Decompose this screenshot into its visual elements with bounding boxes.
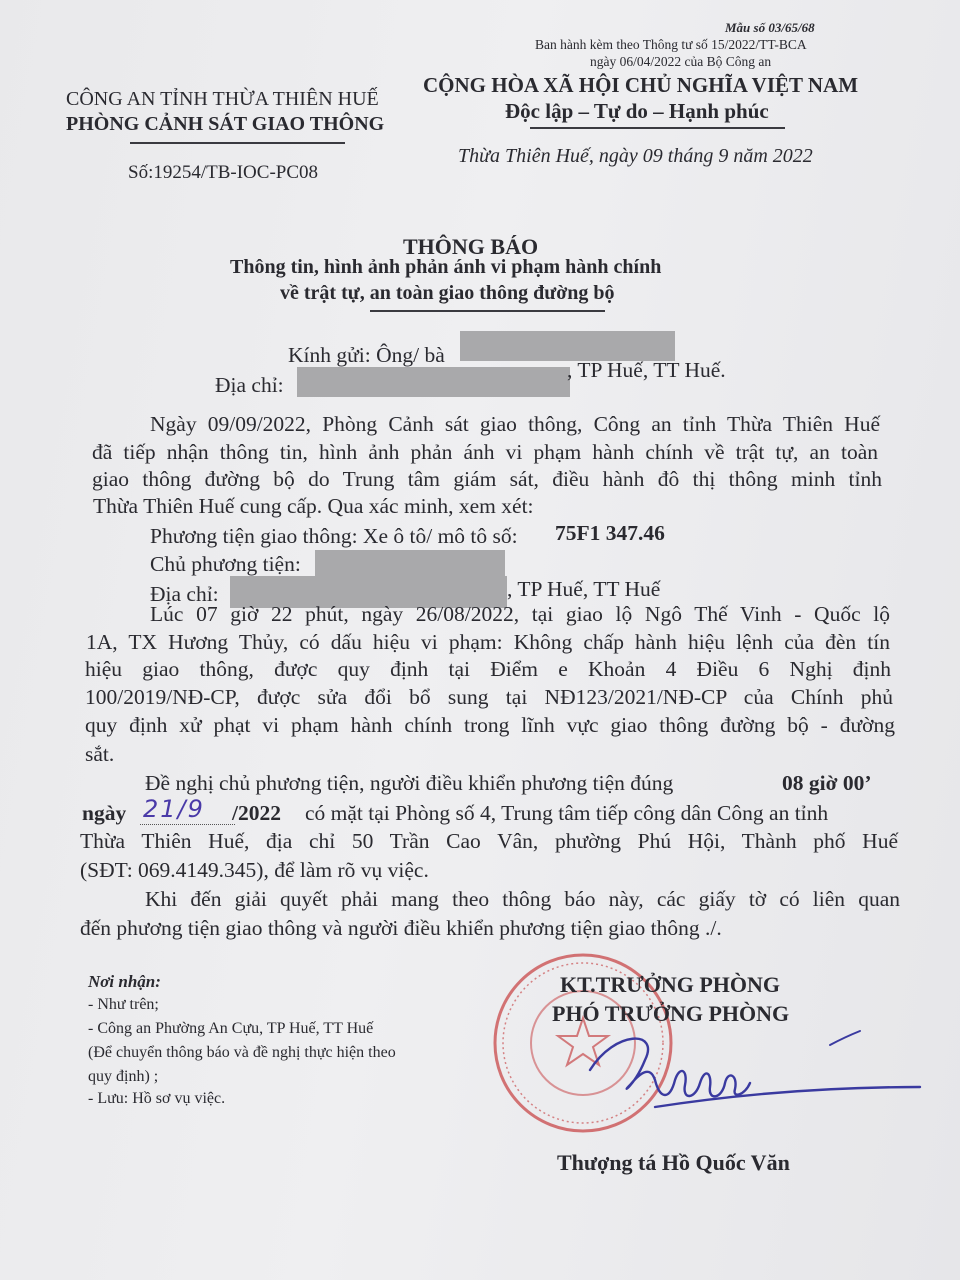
- place-date: Thừa Thiên Huế, ngày 09 tháng 9 năm 2022: [458, 145, 813, 167]
- paragraph-1-line-1: Ngày 09/09/2022, Phòng Cảnh sát giao thông, Công an tỉnh Thừa Thiên Huế: [150, 412, 880, 436]
- recipient-item: - Lưu: Hồ sơ vụ việc.: [88, 1090, 226, 1107]
- paragraph-1-line-3: giao thông đường bộ do Trung tâm giám sát, điều hành đô thị thông minh tỉnh: [92, 467, 882, 491]
- paragraph-3-line-3: Thừa Thiên Huế, địa chỉ 50 Trần Cao Vân, phường Phú Hội, Thành phố Huế: [80, 829, 898, 853]
- agency-underline: [130, 142, 345, 144]
- vehicle-label: Phương tiện giao thông: Xe ô tô/ mô tô số:: [150, 524, 518, 548]
- document-subtitle-2: về trật tự, an toàn giao thông đường bộ: [280, 282, 615, 304]
- redacted-address: [297, 367, 570, 397]
- paragraph-3-line-4: (SĐT: 069.4149.345), để làm rõ vụ việc.: [80, 858, 429, 882]
- paragraph-2-line-6: sắt.: [85, 742, 115, 766]
- paragraph-2-line-3: hiệu giao thông, được quy định tại Điểm e Khoản 4 Điều 6 Nghị định: [85, 657, 891, 681]
- greeting: Kính gửi: Ông/ bà: [288, 343, 445, 367]
- national-motto: Độc lập – Tự do – Hạnh phúc: [505, 99, 769, 123]
- signature-role-1: KT.TRƯỞNG PHÒNG: [560, 972, 780, 997]
- recipient-item: (Để chuyển thông báo và đề nghị thực hiện theo: [88, 1044, 396, 1061]
- national-title: CỘNG HÒA XÃ HỘI CHỦ NGHĨA VIỆT NAM: [423, 73, 859, 97]
- owner-address-suffix: , TP Huế, TT Huế: [507, 577, 661, 601]
- paragraph-2-line-1: Lúc 07 giờ 22 phút, ngày 26/08/2022, tại giao lộ Ngô Thế Vinh - Quốc lộ: [150, 602, 890, 626]
- paragraph-2-line-2: 1A, TX Hương Thủy, có dấu hiệu vi phạm: Không chấp hành hiệu lệnh của đèn tín: [86, 630, 890, 654]
- paragraph-4-line-1: Khi đến giải quyết phải mang theo thông báo này, các giấy tờ có liên quan: [145, 887, 900, 911]
- recipient-item: - Như trên;: [88, 996, 159, 1013]
- appointment-year: /2022: [232, 801, 281, 825]
- signature-role-2: PHÓ TRƯỞNG PHÒNG: [552, 1001, 790, 1026]
- plate-number: 75F1 347.46: [555, 521, 665, 545]
- handwritten-date: 21/9: [143, 795, 205, 823]
- title-underline: [370, 310, 605, 312]
- paragraph-3-day-label: ngày: [82, 801, 127, 825]
- form-issued-with: Ban hành kèm theo Thông tư số 15/2022/TT-BCA: [535, 37, 807, 52]
- document-subtitle-1: Thông tin, hình ảnh phản ánh vi phạm hành chính: [230, 256, 662, 278]
- recipient-item: - Công an Phường An Cựu, TP Huế, TT Huế: [88, 1020, 374, 1037]
- paragraph-4-line-2: đến phương tiện giao thông và người điều khiển phương tiện giao thông ./.: [80, 916, 722, 940]
- paragraph-3-line-1a: Đề nghị chủ phương tiện, người điều khiển phương tiện đúng: [145, 771, 674, 795]
- paragraph-1-line-2: đã tiếp nhận thông tin, hình ảnh phản ánh vi phạm hành chính về trật tự, an toàn: [92, 440, 878, 464]
- owner-label: Chủ phương tiện:: [150, 552, 301, 576]
- paragraph-3-line-2c: có mặt tại Phòng số 4, Trung tâm tiếp công dân Công an tỉnh: [305, 801, 829, 825]
- recipient-item: quy định) ;: [88, 1068, 159, 1085]
- recipients-title: Nơi nhận:: [88, 972, 161, 991]
- signer-name: Thượng tá Hồ Quốc Văn: [557, 1150, 790, 1175]
- motto-underline: [530, 127, 785, 129]
- owner-address-label: Địa chỉ:: [150, 582, 219, 606]
- form-code: Mẫu số 03/65/68: [725, 20, 815, 35]
- signature-icon: [560, 1025, 925, 1125]
- address-label: Địa chỉ:: [215, 373, 284, 397]
- agency-line2: PHÒNG CẢNH SÁT GIAO THÔNG: [66, 113, 385, 135]
- document-title: THÔNG BÁO: [403, 234, 539, 259]
- form-issued-date: ngày 06/04/2022 của Bộ Công an: [590, 54, 772, 69]
- paragraph-2-line-4: 100/2019/NĐ-CP, được sửa đổi bổ sung tại NĐ123/2021/NĐ-CP của Chính phủ: [85, 685, 893, 709]
- date-dotted-line: [140, 824, 235, 825]
- paragraph-2-line-5: quy định xử phạt vi phạm hành chính trong lĩnh vực giao thông đường bộ - đường: [85, 713, 895, 737]
- appointment-time: 08 giờ 00’: [782, 771, 872, 795]
- paragraph-1-line-4: Thừa Thiên Huế cung cấp. Qua xác minh, xem xét:: [93, 494, 534, 518]
- redacted-name: [460, 331, 675, 361]
- address-suffix: , TP Huế, TT Huế.: [567, 358, 726, 382]
- agency-line1: CÔNG AN TỈNH THỪA THIÊN HUẾ: [66, 88, 379, 110]
- document-number: Số:19254/TB-IOC-PC08: [128, 162, 319, 183]
